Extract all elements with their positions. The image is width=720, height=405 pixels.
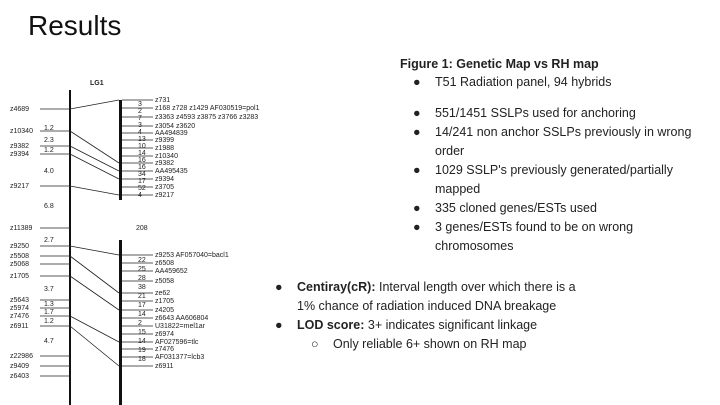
rh-distance-label: 21 <box>138 293 146 300</box>
bullet-item <box>413 218 710 256</box>
definition-term: Centiray(cR): <box>297 280 376 294</box>
definition-text: 3+ indicates significant linkage <box>364 318 538 332</box>
left-marker-label: z11389 <box>10 225 33 232</box>
rh-marker-label: AF031377=lcb3 <box>155 354 205 361</box>
left-marker-label: z9217 <box>10 183 30 190</box>
figure-bullets-a <box>413 73 695 92</box>
left-distance-label: 1.2 <box>44 147 54 154</box>
rh-marker-label: z6643 AA606804 <box>155 315 209 322</box>
figure-bullets-b <box>413 104 710 256</box>
map-connector-line <box>70 256 119 293</box>
rh-marker-label: z6508 <box>155 260 175 267</box>
bullet-text: 14/241 non anchor SSLPs previously in wrong order <box>435 125 692 158</box>
left-distance-label: 1.3 <box>44 301 54 308</box>
rh-distance-label: 17 <box>138 178 146 185</box>
bullet-dot-icon: ● <box>413 75 421 89</box>
rh-marker-label: AA494839 <box>155 130 188 137</box>
bullet-dot-icon: ● <box>413 125 421 139</box>
bullet-text: 3 genes/ESTs found to be on wrong chromosomes <box>435 220 634 253</box>
rh-marker-label: z168 z728 z1429 AF030519=pol1 <box>155 105 260 112</box>
rh-marker-label: U31822=mel1ar <box>155 323 206 330</box>
rh-distance-label: 25 <box>138 266 146 273</box>
rh-marker-label: z3705 <box>155 184 175 191</box>
rh-marker-label: z9253 AF057040=bacl1 <box>155 252 229 259</box>
rh-marker-label: z1988 <box>155 145 175 152</box>
bullet-item <box>413 199 710 218</box>
bullet-dot-icon: ● <box>413 201 421 215</box>
map-connector-line <box>70 186 119 195</box>
left-distance-label: 1.2 <box>44 125 54 132</box>
bullet-item <box>413 161 710 199</box>
connector-lines <box>40 100 153 376</box>
left-marker-label: z1705 <box>10 273 30 280</box>
left-distance-label: 4.7 <box>44 338 54 345</box>
rh-marker-label: z3054 z3620 <box>155 123 196 130</box>
rh-distance-label: 14 <box>138 150 146 157</box>
hollow-bullet-icon: ○ <box>311 337 319 351</box>
sub-bullet-text: Only reliable 6+ shown on RH map <box>333 337 527 351</box>
rh-marker-label: AA495435 <box>155 168 188 175</box>
genetic-map-svg <box>0 70 320 405</box>
figure-title: Figure 1: Genetic Map vs RH map <box>400 57 599 71</box>
rh-distance-label: 52 <box>138 185 146 192</box>
left-distance-label: 2.3 <box>44 137 54 144</box>
rh-marker-label: z9399 <box>155 137 175 144</box>
definition-item <box>275 316 587 335</box>
rh-distance-label: 3 <box>138 101 142 108</box>
rh-gap-label: 208 <box>136 225 148 232</box>
rh-marker-label: ze62 <box>155 290 171 297</box>
bullet-text: 1029 SSLP's previously generated/partially mapped <box>435 163 673 196</box>
left-distance-label: 2.7 <box>44 237 54 244</box>
bullet-dot-icon: ● <box>413 106 421 120</box>
map-connector-line <box>70 316 119 342</box>
left-marker-label: z4689 <box>10 106 30 113</box>
left-marker-label: z5643 <box>10 297 30 304</box>
rh-marker-label: z9382 <box>155 160 175 167</box>
bullet-item <box>413 123 710 161</box>
rh-map-bar-lower <box>119 240 122 405</box>
rh-distance-label: 28 <box>138 275 146 282</box>
rh-distance-label: 16 <box>138 157 146 164</box>
rh-marker-label: z731 <box>155 97 171 104</box>
rh-marker-label: z6911 <box>155 363 174 370</box>
left-marker-group <box>10 106 54 380</box>
left-marker-label: z22986 <box>10 353 33 360</box>
definition-item <box>275 278 587 316</box>
rh-distance-label: 15 <box>138 329 146 336</box>
left-distance-label: 4.0 <box>44 168 54 175</box>
left-marker-label: z9394 <box>10 151 30 158</box>
rh-marker-label: z4205 <box>155 307 175 314</box>
rh-map-bar-upper <box>119 100 122 200</box>
rh-distance-label: 2 <box>138 320 142 327</box>
bullet-dot-icon: ● <box>413 163 421 177</box>
left-distance-label: 3.7 <box>44 286 54 293</box>
bullet-item <box>413 73 695 92</box>
definition-term: LOD score: <box>297 318 365 332</box>
bullet-text: 551/1451 SSLPs used for anchoring <box>435 106 636 120</box>
left-distance-label: 1.2 <box>44 318 54 325</box>
rh-distance-label: 3 <box>138 122 142 129</box>
bullet-text: 335 cloned genes/ESTs used <box>435 201 597 215</box>
left-marker-label: z6403 <box>10 373 30 380</box>
rh-distance-label: 19 <box>138 347 146 354</box>
left-marker-label: z5068 <box>10 261 30 268</box>
rh-distance-label: 2 <box>138 108 142 115</box>
rh-marker-label: AA459652 <box>155 268 188 275</box>
left-marker-label: z5508 <box>10 253 30 260</box>
rh-distance-label: 22 <box>138 257 146 264</box>
rh-distance-label: 13 <box>138 136 146 143</box>
rh-distance-label: 17 <box>138 302 146 309</box>
genetic-map-figure <box>0 70 320 405</box>
rh-distance-label: 4 <box>138 192 142 199</box>
rh-distance-label: 10 <box>138 143 146 150</box>
left-marker-label: z7476 <box>10 313 30 320</box>
sub-bullet-item <box>311 335 587 354</box>
map-connector-line <box>70 276 119 310</box>
definitions-list <box>275 278 587 354</box>
rh-distance-label: 7 <box>138 115 142 122</box>
map-connector-line <box>70 326 119 366</box>
bullet-dot-icon: ● <box>275 318 283 332</box>
left-distance-label: 6.8 <box>44 203 54 210</box>
bullet-item <box>413 104 710 123</box>
left-marker-label: z9382 <box>10 143 30 150</box>
rh-distance-label: 14 <box>138 338 146 345</box>
right-marker-group <box>138 97 260 370</box>
linkage-group-label: LG1 <box>90 80 104 87</box>
rh-distance-label: 14 <box>138 311 146 318</box>
rh-marker-label: z1705 <box>155 298 175 305</box>
bullet-text: T51 Radiation panel, 94 hybrids <box>435 75 612 89</box>
rh-distance-label: 16 <box>138 164 146 171</box>
bullet-dot-icon: ● <box>275 280 283 294</box>
rh-distance-label: 34 <box>138 171 146 178</box>
rh-marker-label: z9217 <box>155 192 175 199</box>
left-marker-label: z10340 <box>10 128 33 135</box>
rh-distance-label: 18 <box>138 356 146 363</box>
rh-marker-label: z9394 <box>155 176 175 183</box>
left-marker-label: z5974 <box>10 305 30 312</box>
rh-marker-label: z7476 <box>155 346 175 353</box>
rh-marker-label: z3363 z4593 z3875 z3766 z3283 <box>155 114 259 121</box>
rh-marker-label: z10340 <box>155 153 178 160</box>
slide-title: Results <box>28 10 122 41</box>
left-marker-label: z9250 <box>10 243 30 250</box>
rh-distance-label: 4 <box>138 129 142 136</box>
bullet-dot-icon: ● <box>413 220 421 234</box>
rh-marker-label: z5058 <box>155 278 175 285</box>
rh-distance-label: 38 <box>138 284 146 291</box>
left-distance-label: 1.7 <box>44 309 54 316</box>
rh-marker-label: AF027596=tlc <box>155 339 199 346</box>
definition-text: Interval length over which there is a 1% chance of radiation induced DNA breakage <box>297 280 576 313</box>
map-connector-line <box>70 246 119 255</box>
map-connector-line <box>70 100 119 109</box>
rh-marker-label: z6974 <box>155 331 175 338</box>
left-marker-label: z9409 <box>10 363 30 370</box>
left-marker-label: z6911 <box>10 323 29 330</box>
